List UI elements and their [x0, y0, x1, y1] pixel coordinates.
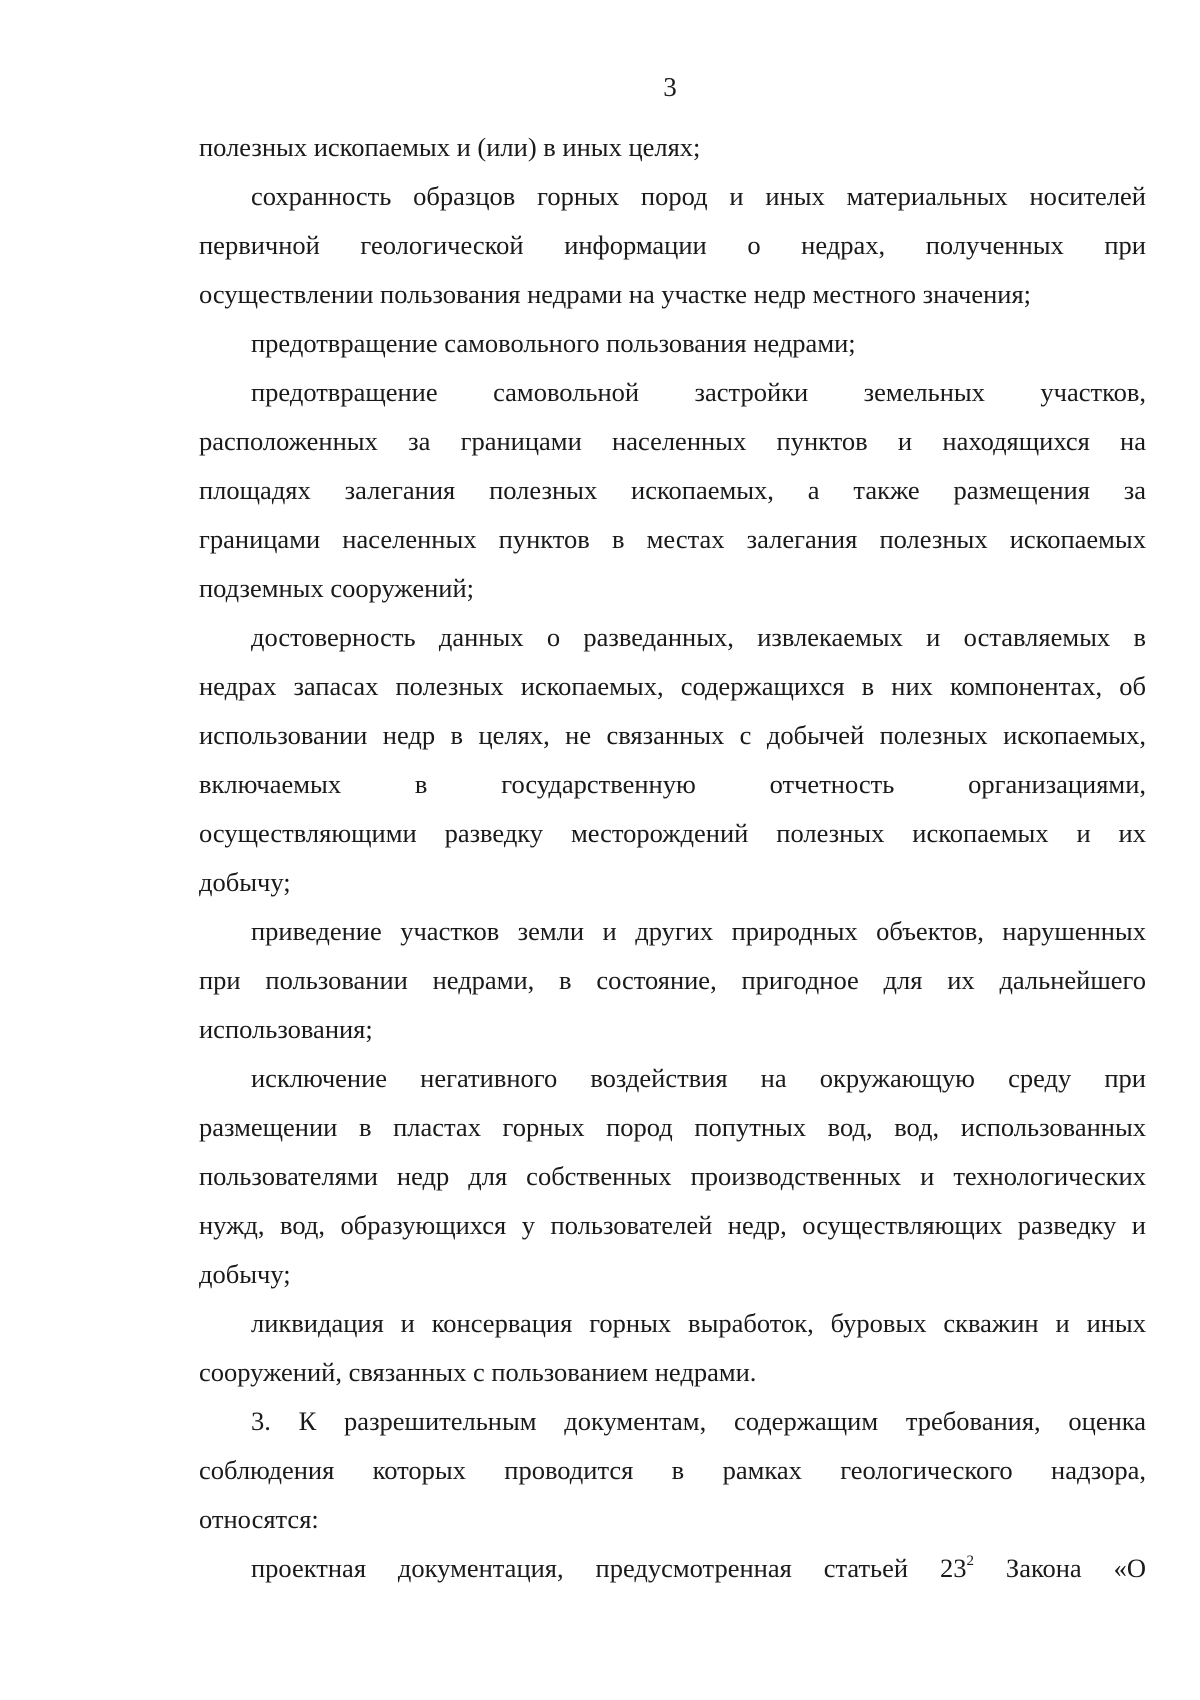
text-line: 3. К разрешительным документам, содержащим требования, оценка	[251, 1406, 1146, 1436]
text-line: добычу;	[199, 867, 291, 897]
text-line: границами населенных пунктов в местах залегания полезных ископаемых	[199, 524, 1146, 554]
text-line: осуществляющими разведку месторождений полезных ископаемых и их	[199, 818, 1146, 848]
text-line: размещении в пластах горных пород попутных вод, вод, использованных	[199, 1112, 1146, 1142]
text-line: добычу;	[199, 1259, 291, 1289]
text-line: осуществлении пользования недрами на участке недр местного значения;	[199, 279, 1031, 309]
text-line: сохранность образцов горных пород и иных материальных носителей	[251, 181, 1146, 211]
text-line: относятся:	[199, 1504, 319, 1534]
text-line: полезных ископаемых и (или) в иных целях;	[199, 132, 701, 162]
text-line: ликвидация и консервация горных выработок, буровых скважин и иных	[251, 1308, 1146, 1338]
text-line-part: проектная документация, предусмотренная статьей 23	[251, 1553, 967, 1583]
text-line: недрах запасах полезных ископаемых, содержащихся в них компонентах, об	[199, 671, 1146, 701]
text-line: включаемых в государственную отчетность организациями,	[199, 769, 1146, 799]
text-line: при пользовании недрами, в состояние, пригодное для их дальнейшего	[199, 965, 1146, 995]
text-line: предотвращение самовольного пользования недрами;	[251, 328, 856, 358]
text-line: приведение участков земли и других природных объектов, нарушенных	[251, 916, 1146, 946]
text-line: использования;	[199, 1014, 373, 1044]
document-body	[199, 131, 1146, 1601]
page-number: 3	[663, 72, 677, 102]
text-line: площадях залегания полезных ископаемых, а также размещения за	[199, 475, 1146, 505]
text-line: соблюдения которых проводится в рамках геологического надзора,	[199, 1455, 1146, 1485]
text-line: сооружений, связанных с пользованием недрами.	[199, 1357, 757, 1387]
text-line: расположенных за границами населенных пунктов и находящихся на	[199, 426, 1146, 456]
text-line: нужд, вод, образующихся у пользователей недр, осуществляющих разведку и	[199, 1210, 1146, 1240]
text-line: пользователями недр для собственных производственных и технологических	[199, 1161, 1146, 1191]
text-line: исключение негативного воздействия на окружающую среду при	[251, 1063, 1146, 1093]
text-line-last	[199, 1552, 1146, 1601]
text-line: первичной геологической информации о недрах, полученных при	[199, 230, 1146, 260]
text-line: использовании недр в целях, не связанных с добычей полезных ископаемых,	[199, 720, 1146, 750]
text-line: достоверность данных о разведанных, извлекаемых и оставляемых в	[251, 622, 1146, 652]
text-line-part: Закона «О	[974, 1553, 1146, 1583]
article-superscript: 2	[966, 1553, 974, 1569]
text-line: предотвращение самовольной застройки земельных участков,	[251, 377, 1146, 407]
text-line: подземных сооружений;	[199, 573, 475, 603]
